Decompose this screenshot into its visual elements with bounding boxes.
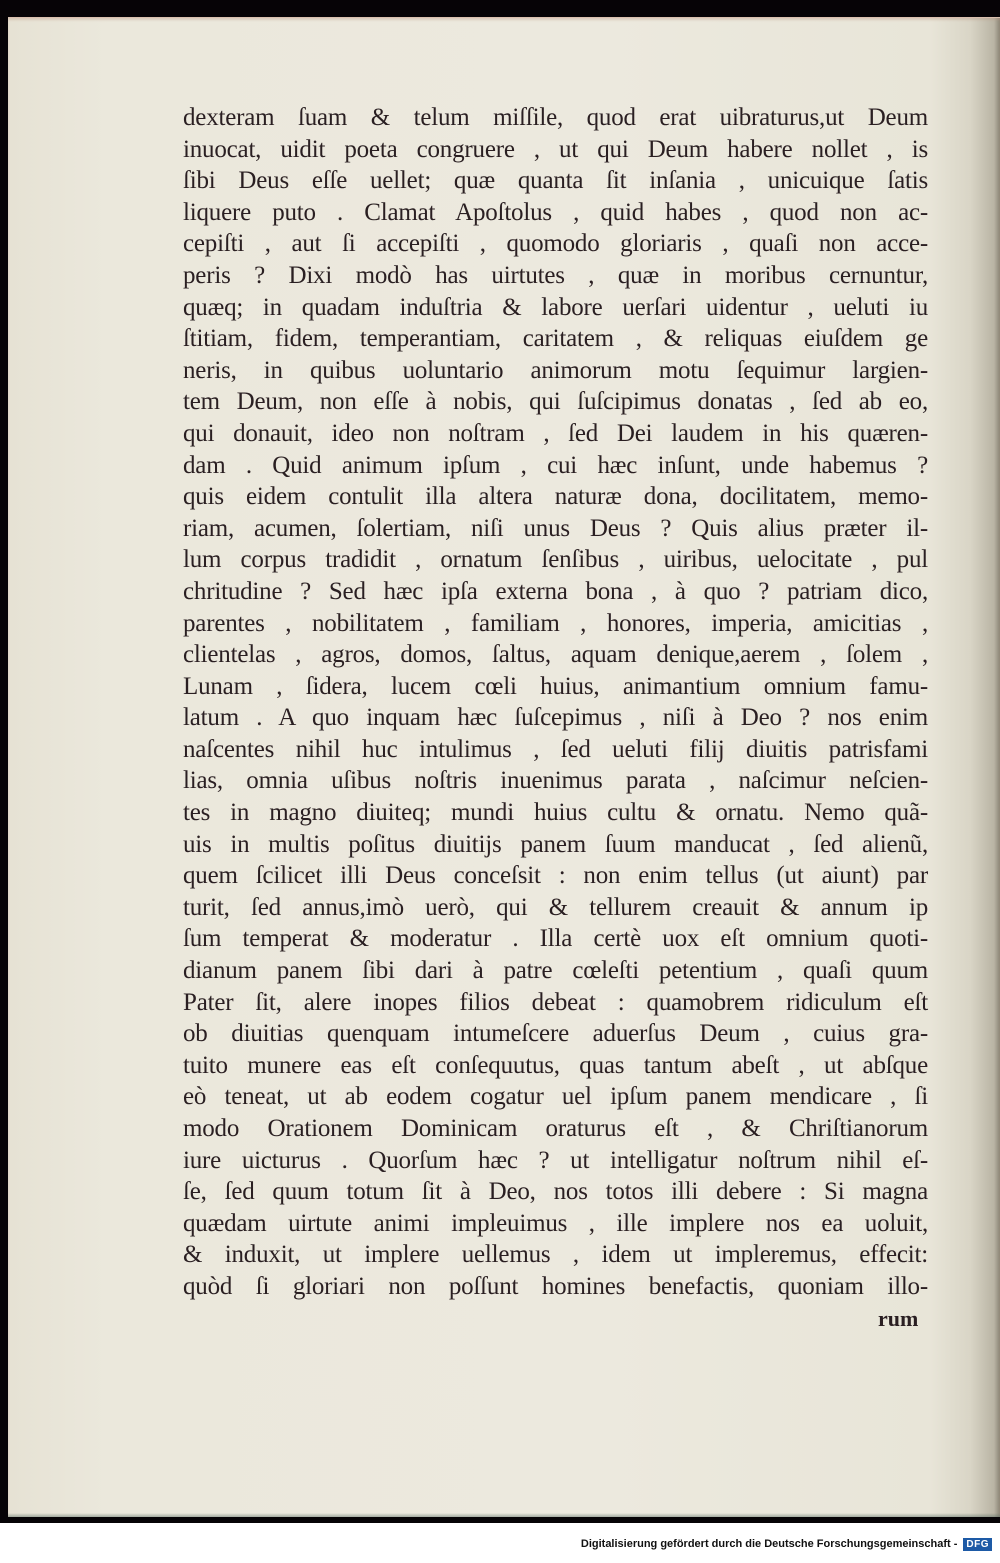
- text-line: dexteram ſuam & telum miſſile, quod erat uibraturus,ut Deum: [183, 104, 928, 131]
- text-line: dianum panem ſibi dari à patre cœleſti petentium , quaſi quum: [183, 957, 928, 985]
- text-line: inuocat, uidit poeta congruere , ut qui Deum habere nollet , is: [183, 135, 928, 163]
- text-line: dam . Quid animum ipſum , cui hæc inſunt, unde habemus ?: [183, 451, 928, 479]
- text-line: Pater ſit, alere inopes filios debeat : quamobrem ridiculum eſt: [183, 988, 928, 1016]
- text-line: parentes , nobilitatem , familiam , honores, imperia, amicitias ,: [183, 609, 928, 637]
- text-line: quædam uirtute animi impleuimus , ille implere nos ea uoluit,: [183, 1209, 928, 1237]
- text-line: quis eidem contulit illa altera naturæ dona, docilitatem, memo-: [183, 483, 928, 511]
- text-line: modo Orationem Dominicam oraturus eſt , & Chriſtianorum: [183, 1115, 928, 1142]
- catchword: rum: [878, 1306, 919, 1331]
- text-line: lum corpus tradidit , ornatum ſenſibus , uiribus, uelocitate , pul: [183, 546, 928, 574]
- text-line: turit, ſed annus,imò uerò, qui & tellurem creauit & annum ip: [183, 893, 928, 921]
- text-line: Lunam , ſidera, lucem cœli huius, animantium omnium famu-: [183, 672, 928, 700]
- text-line: riam, acumen, ſolertiam, niſi unus Deus ? Quis alius præter il-: [183, 514, 928, 542]
- text-line: cepiſti , aut ſi accepiſti , quomodo gloriaris , quaſi non acce-: [183, 230, 928, 258]
- text-line: lias, omnia uſibus noſtris inuenimus parata , naſcimur neſcien-: [183, 767, 928, 795]
- text-line: quæq; in quadam induſtria & labore uerſari uidentur , ueluti iu: [183, 293, 928, 321]
- digitization-footer: [581, 1529, 992, 1559]
- text-line: ſum temperat & moderatur . Illa certè uox eſt omnium quoti-: [183, 925, 928, 953]
- text-line: tuito munere eas eſt conſequutus, quas tantum abeſt , ut abſque: [183, 1051, 928, 1079]
- text-line: ſe, ſed quum totum ſit à Deo, nos totos illi debere : Si magna: [183, 1178, 928, 1206]
- text-line: qui donauit, ideo non noſtram , ſed Dei laudem in his quæren-: [183, 419, 928, 447]
- text-line: ſibi Deus eſſe uellet; quæ quanta ſit inſania , unicuique ſatis: [183, 167, 928, 195]
- text-line: & induxit, ut implere uellemus , idem ut impleremus, effecit:: [183, 1241, 928, 1269]
- text-line: chritudine ? Sed hæc ipſa externa bona , à quo ? patriam dico,: [183, 577, 928, 605]
- text-line: naſcentes nihil huc intulimus , ſed ueluti filij diuitis patrisfami: [183, 735, 928, 763]
- text-line: latum . A quo inquam hæc ſuſcepimus , niſi à Deo ? nos enim: [183, 704, 928, 732]
- text-line: ob diuitias quenquam intumeſcere aduerſus Deum , cuius gra-: [183, 1020, 928, 1048]
- text-line: ſtitiam, fidem, temperantiam, caritatem , & reliquas eiuſdem ge: [183, 325, 928, 353]
- dfg-logo-icon: DFG: [963, 1538, 992, 1551]
- text-line: quem ſcilicet illi Deus conceſsit : non enim tellus (ut aiunt) par: [183, 862, 928, 890]
- text-line: tes in magno diuiteq; mundi huius cultu & ornatu. Nemo quã-: [183, 799, 928, 827]
- text-line: quòd ſi gloriari non poſſunt homines benefactis, quoniam illo-: [183, 1272, 928, 1300]
- funding-credit: Digitalisierung gefördert durch die Deutsche Forschungsgemeinschaft -: [580, 1538, 958, 1550]
- text-line: clientelas , agros, domos, ſaltus, aquam denique,aerem , ſolem ,: [183, 641, 928, 669]
- text-line: eò teneat, ut ab eodem cogatur uel ipſum panem mendicare , ſi: [183, 1083, 928, 1111]
- text-line: iure uicturus . Quorſum hæc ? ut intelligatur noſtrum nihil eſ-: [183, 1146, 928, 1174]
- text-line: neris, in quibus uoluntario animorum motu ſequimur largien-: [183, 356, 928, 384]
- text-line: tem Deum, non eſſe à nobis, qui ſuſcipimus donatas , ſed ab eo,: [183, 388, 928, 416]
- text-line: liquere puto . Clamat Apoſtolus , quid habes , quod non ac-: [183, 198, 928, 226]
- text-line: peris ? Dixi modò has uirtutes , quæ in moribus cernuntur,: [183, 261, 928, 289]
- page-text-block: [183, 102, 928, 1303]
- text-line: uis in multis poſitus diuitijs panem ſuum manducat , ſed alienũ,: [183, 830, 928, 858]
